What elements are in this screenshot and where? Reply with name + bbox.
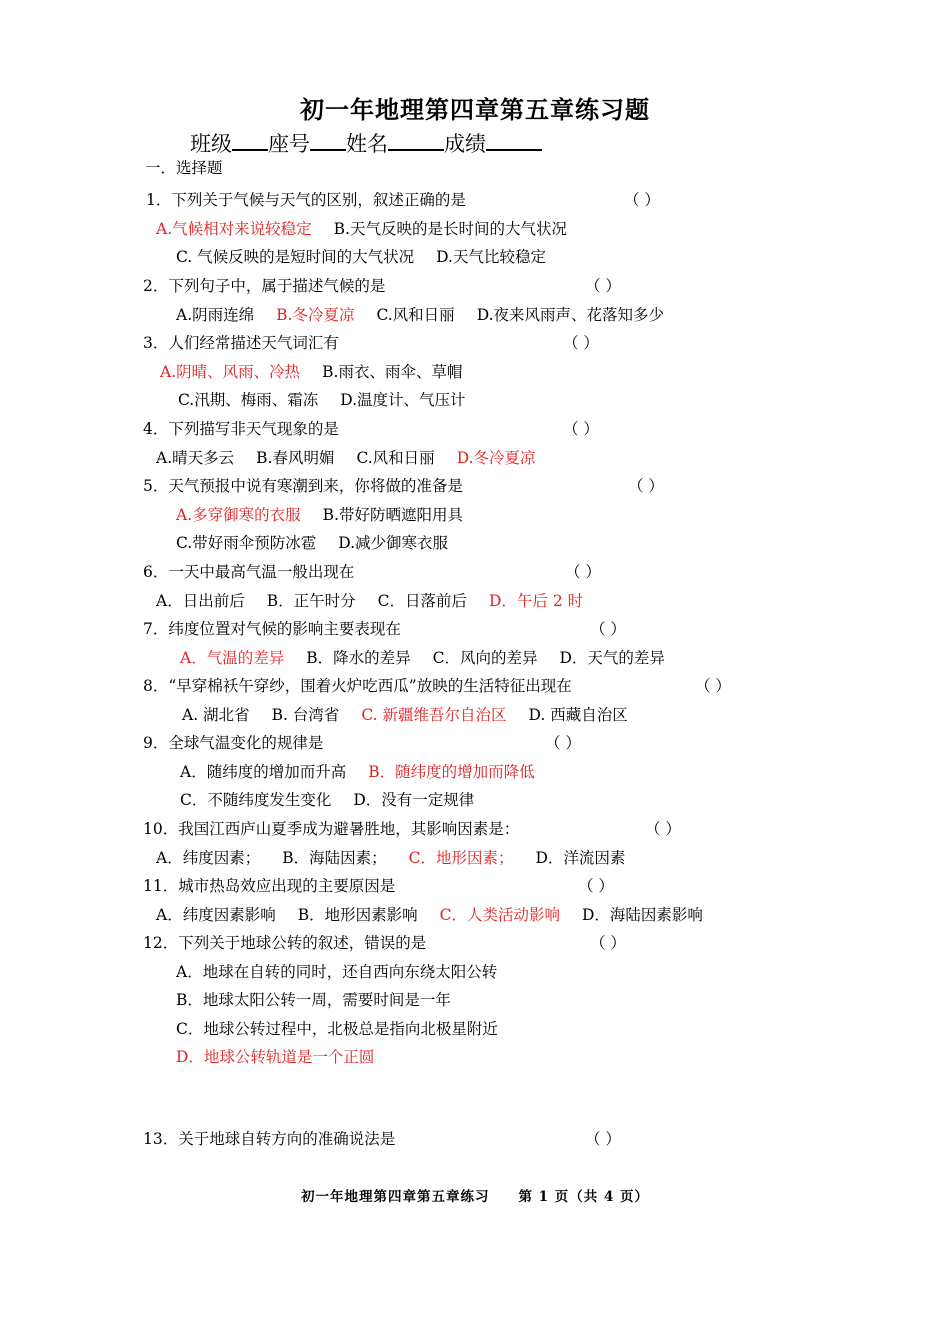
option-line (156, 219, 589, 239)
name-blank[interactable] (388, 129, 444, 151)
correct-option: C．地形因素； (408, 848, 514, 867)
option: D．天气的差异 (559, 648, 665, 667)
answer-bracket[interactable]: （ ） (563, 420, 599, 438)
option: C．不随纬度发生变化 (180, 791, 332, 810)
question-stem: 13．关于地球自转方向的准确说法是 (143, 1130, 396, 1148)
score-blank[interactable] (486, 129, 542, 151)
question-stem: 10．我国江西庐山夏季成为避暑胜地，其影响因素是： (143, 820, 520, 838)
answer-bracket[interactable]: （ ） (624, 191, 660, 209)
answer-bracket[interactable]: （ ） (628, 477, 664, 495)
answer-bracket[interactable]: （ ） (695, 677, 731, 695)
option-line (156, 905, 725, 925)
option-line (156, 448, 558, 468)
question-stem: 5．天气预报中说有寒潮到来，你将做的准备是 (143, 477, 463, 495)
option: D.夜来风雨声、花落知多少 (476, 305, 665, 324)
correct-option: D.冬冷夏凉 (456, 448, 536, 467)
option: B．降水的差异 (306, 648, 411, 667)
correct-option: A.多穿御寒的衣服 (176, 505, 301, 524)
page-title: 初一年地理第四章第五章练习题 (300, 95, 650, 124)
option: B.天气反映的是长时间的大气状况 (333, 219, 567, 238)
option: C．日落前后 (377, 591, 467, 610)
correct-option: D．地球公转轨道是一个正圆 (176, 1048, 375, 1067)
option: B．地球太阳公转一周，需要时间是一年 (176, 991, 451, 1010)
answer-bracket[interactable]: （ ） (545, 734, 581, 752)
option: B. 台湾省 (271, 705, 340, 724)
option: C.风和日丽 (356, 448, 435, 467)
option: D．没有一定规律 (353, 791, 475, 810)
option: A．日出前后 (156, 591, 245, 610)
correct-option: C. 新疆维吾尔自治区 (361, 705, 507, 724)
option: B.春风明媚 (256, 448, 335, 467)
option: D.天气比较稳定 (436, 248, 546, 267)
option: C.风和日丽 (376, 305, 455, 324)
option: A．随纬度的增加而升高 (180, 762, 347, 781)
question-stem: 3．人们经常描述天气词汇有 (143, 334, 339, 352)
question-stem: 8．“早穿棉袄午穿纱，围着火炉吃西瓜”放映的生活特征出现在 (143, 677, 572, 695)
question-stem: 11．城市热岛效应出现的主要原因是 (143, 877, 396, 895)
class-label: 班级 (190, 132, 232, 156)
option-line (176, 305, 686, 325)
answer-bracket[interactable]: （ ） (645, 820, 681, 838)
correct-option: A.气候相对来说较稳定 (156, 219, 312, 238)
option: A. 湖北省 (182, 705, 250, 724)
correct-option: B．随纬度的增加而降低 (368, 762, 535, 781)
option: D.温度计、气压计 (340, 391, 466, 410)
section-heading: 一．选择题 (145, 159, 223, 177)
option: B．正午时分 (266, 591, 356, 610)
option-line (176, 505, 485, 525)
question-stem: 7．纬度位置对气候的影响主要表现在 (143, 620, 401, 638)
question-stem: 2．下列句子中，属于描述气候的是 (143, 277, 386, 295)
class-blank[interactable] (232, 129, 268, 151)
answer-bracket[interactable]: （ ） (565, 563, 601, 581)
answer-bracket[interactable]: （ ） (585, 1130, 621, 1148)
option: C．地球公转过程中，北极总是指向北极星附近 (176, 1019, 498, 1038)
name-label: 姓名 (346, 132, 388, 156)
answer-bracket[interactable]: （ ） (578, 877, 614, 895)
option: D．洋流因素 (535, 848, 626, 867)
option-line (156, 591, 605, 611)
score-label: 成绩 (444, 132, 486, 156)
option-line (180, 762, 557, 782)
option: C.带好雨伞预防冰雹 (176, 534, 317, 553)
option: B．海陆因素； (282, 848, 387, 867)
option-line (176, 990, 473, 1010)
option: D.减少御寒衣服 (338, 534, 449, 553)
answer-bracket[interactable]: （ ） (590, 934, 626, 952)
option-line (156, 848, 647, 868)
correct-option: A．气温的差异 (180, 648, 285, 667)
option: A．纬度因素； (156, 848, 261, 867)
correct-option: A.阴晴、风雨、冷热 (160, 362, 301, 381)
answer-bracket[interactable]: （ ） (585, 277, 621, 295)
option: B.雨衣、雨伞、草帽 (322, 362, 463, 381)
question-stem: 12．下列关于地球公转的叙述，错误的是 (143, 934, 427, 952)
option: C. 气候反映的是短时间的大气状况 (176, 248, 415, 267)
option: C．风向的差异 (432, 648, 538, 667)
option-line (160, 362, 484, 382)
option: B.带好防晒遮阳用具 (322, 505, 463, 524)
correct-option: C．人类活动影响 (439, 905, 560, 924)
correct-option: B.冬冷夏凉 (276, 305, 355, 324)
option: B．地形因素影响 (297, 905, 418, 924)
option: C.汛期、梅雨、霜冻 (178, 391, 319, 410)
answer-bracket[interactable]: （ ） (563, 334, 599, 352)
option-line (176, 1047, 396, 1067)
student-info-line (190, 128, 542, 158)
question-stem: 1．下列关于气候与天气的区别，叙述正确的是 (146, 191, 466, 209)
option-line (176, 247, 568, 267)
question-stem: 9．全球气温变化的规律是 (143, 734, 324, 752)
question-stem: 6．一天中最高气温一般出现在 (143, 563, 355, 581)
option: A．纬度因素影响 (156, 905, 276, 924)
option: D. 西藏自治区 (528, 705, 628, 724)
seat-label: 座号 (268, 132, 310, 156)
option: A．地球在自转的同时，还自西向东绕太阳公转 (176, 962, 498, 981)
option-line (180, 790, 496, 810)
option-line (182, 705, 650, 725)
correct-option: D．午后 2 时 (488, 591, 584, 610)
option: A.阴雨连绵 (176, 305, 255, 324)
option-line (176, 962, 519, 982)
answer-bracket[interactable]: （ ） (590, 620, 626, 638)
option-line (180, 648, 687, 668)
question-stem: 4．下列描写非天气现象的是 (143, 420, 339, 438)
page-footer: 初一年地理第四章第五章练习 第 1 页（共 4 页） (300, 1189, 650, 1205)
option: D．海陆因素影响 (581, 905, 703, 924)
seat-blank[interactable] (310, 129, 346, 151)
option-line (178, 390, 488, 410)
option-line (176, 1019, 520, 1039)
option-line (176, 533, 470, 553)
option: A.晴天多云 (156, 448, 235, 467)
